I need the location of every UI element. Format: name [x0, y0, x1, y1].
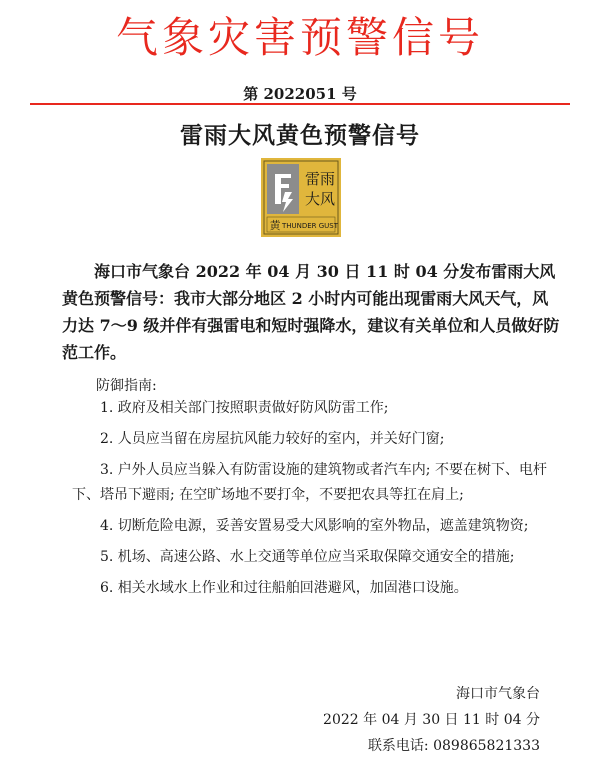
contact-phone: 联系电话: 089865821333 [367, 738, 540, 754]
guide-item: 2. 人员应当留在房屋抗风能力较好的室内，并关好门窗; [100, 431, 445, 447]
badge-label-line1: 雷雨 [304, 170, 336, 188]
guide-list [72, 396, 562, 607]
guide-item: 1. 政府及相关部门按照职责做好防风防雷工作; [100, 400, 389, 416]
guide-item: 6. 相关水域水上作业和过往船舶回港避风，加固港口设施。 [100, 580, 468, 596]
badge-icon-panel [267, 164, 299, 214]
header-divider [30, 103, 570, 105]
warning-title: 雷雨大风黄色预警信号 [180, 122, 420, 149]
guide-heading: 防御指南: [96, 378, 157, 394]
badge-label-line2: 大风 [304, 190, 336, 208]
warning-badge [261, 158, 341, 237]
issue-datetime: 2022 年 04 月 30 日 11 时 04 分 [323, 712, 540, 728]
guide-item: 4. 切断危险电源，妥善安置易受大风影响的室外物品，遮盖建筑物资; [100, 518, 529, 534]
header-title: 气象灾害预警信号 [115, 13, 484, 62]
guide-item: 3. 户外人员应当躲入有防雷设施的建筑物或者汽车内; 不要在树下、电杆下、塔吊下避雨; 在空旷场地不要打伞，不要把农具等扛在肩上; [72, 462, 547, 503]
guide-item: 5. 机场、高速公路、水上交通等单位应当采取保障交通安全的措施; [100, 549, 515, 565]
footer [323, 681, 540, 759]
warning-lead-paragraph: 海口市气象台 2022 年 04 月 30 日 11 时 04 分发布雷雨大风黄色预警信号：我市大部分地区 2 小时内可能出现雷雨大风天气，风力达 7～9 级并伴有强雷电和短时强降水，建议有关单位和人员做好防范工作。 [62, 262, 560, 362]
badge-english-label: THUNDER GUST [281, 222, 339, 230]
document-number: 第 2022051 号 [243, 85, 357, 103]
badge-level: 黄 [269, 219, 281, 232]
issuer-name: 海口市气象台 [456, 686, 540, 702]
